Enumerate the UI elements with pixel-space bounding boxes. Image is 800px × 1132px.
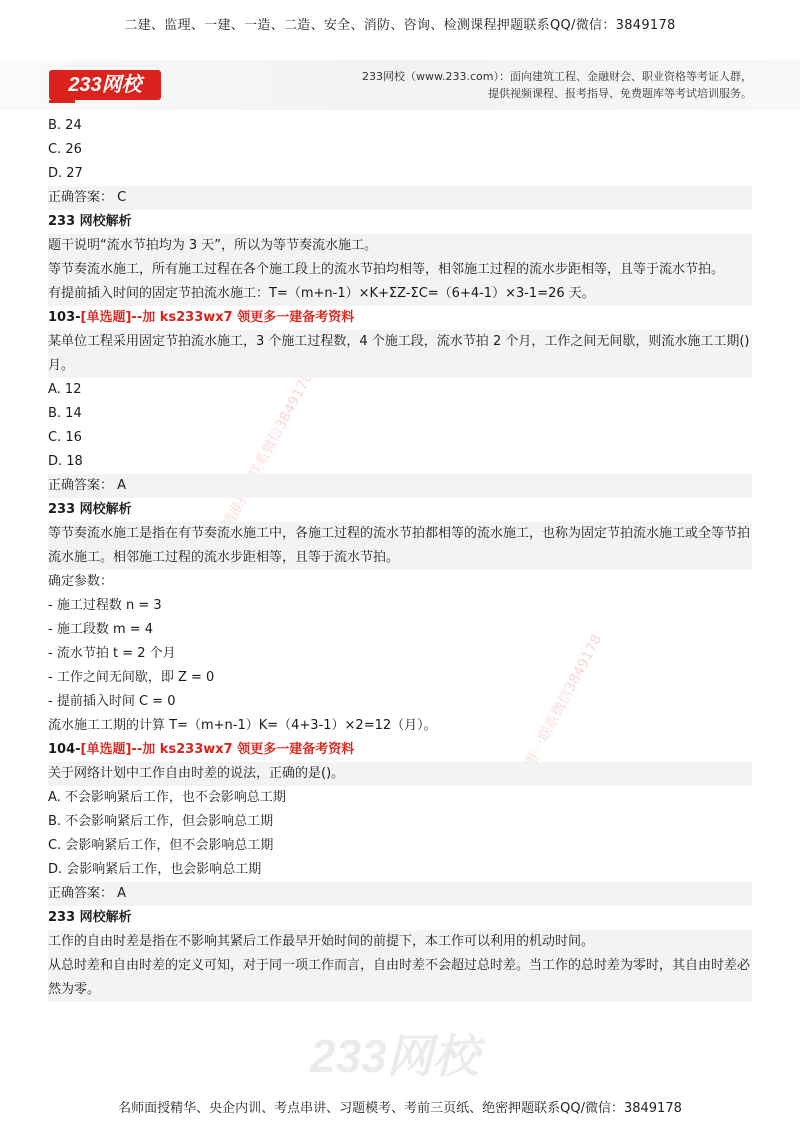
question-number: 104- [48,742,81,757]
analysis-paragraph: - 工作之间无间歇，即 Z = 0 [48,670,215,685]
correct-answer: 正确答案： A [48,882,752,906]
bottom-banner: 名师面授精华、央企内训、考点串讲、习题模考、考前三页纸、绝密押题联系QQ/微信：3849178 [118,1101,682,1116]
option: C. 26 [48,142,82,157]
bottom-watermark-logo: 233网校 [310,1030,479,1082]
analysis-paragraph: 从总时差和自由时差的定义可知，对于同一项工作而言，自由时差不会超过总时差。当工作的总时差为零时，其自由时差必然为零。 [48,954,752,1002]
option: B. 不会影响紧后工作，但会影响总工期 [48,814,274,829]
correct-answer: 正确答案： A [48,474,752,498]
question-stem: 关于网络计划中工作自由时差的说法，正确的是()。 [48,762,752,786]
header-info [272,68,752,102]
option: D. 27 [48,166,83,181]
question-number: 103- [48,310,81,325]
analysis-title: 233 网校解析 [48,910,132,925]
question-stem: 某单位工程采用固定节拍流水施工，3 个施工过程数，4 个施工段，流水节拍 2 个月，工作之间无间歇，则流水施工工期()月。 [48,330,752,378]
top-banner: 二建、监理、一建、一造、二造、安全、消防、咨询、检测课程押题联系QQ/微信：3849178 [124,18,676,33]
analysis-paragraph: 工作的自由时差是指在不影响其紧后工作最早开始时间的前提下，本工作可以利用的机动时间。 [48,930,752,954]
analysis-paragraph: - 施工过程数 n = 3 [48,598,162,613]
analysis-paragraph: 题干说明“流水节拍均为 3 天”，所以为等节奏流水施工。 [48,234,752,258]
watermark-1: 精准押题联系微信3849178 [220,369,317,532]
analysis-paragraph: - 施工段数 m = 4 [48,622,154,637]
brand-logo: 233网校 [49,70,161,100]
analysis-paragraph: 等节奏流水施工是指在有节奏流水施工中，各施工过程的流水节拍都相等的流水施工，也称为固定节拍流水施工或全等节拍流水施工。相邻施工过程的流水步距相等，且等于流水节拍。 [48,522,752,570]
header-info-line1: 233网校（www.233.com）：面向建筑工程、金融财会、职业资格等考证人群， [362,70,752,83]
document-body [48,114,752,1002]
header-info-line2: 提供视频课程、报考指导、免费题库等考试培训服务。 [488,87,752,100]
option: A. 12 [48,382,82,397]
analysis-title: 233 网校解析 [48,502,132,517]
option: C. 16 [48,430,82,445]
option: B. 14 [48,406,82,421]
question-title-103 [48,306,752,330]
question-title-104 [48,738,752,762]
correct-answer: 正确答案： C [48,186,752,210]
option: D. 18 [48,454,83,469]
analysis-paragraph: 有提前插入时间的固定节拍流水施工：T=（m+n-1）×K+ΣZ-ΣC=（6+4-1）×3-1=26 天。 [48,282,752,306]
analysis-title: 233 网校解析 [48,214,132,229]
analysis-paragraph: - 提前插入时间 C = 0 [48,694,176,709]
question-tag: [单选题]--加 ks233wx7 领更多一建备考资料 [80,742,355,757]
option: A. 不会影响紧后工作，也不会影响总工期 [48,790,286,805]
analysis-paragraph: - 流水节拍 t = 2 个月 [48,646,176,661]
page-header [0,60,800,110]
option: D. 会影响紧后工作，也会影响总工期 [48,862,262,877]
option: B. 24 [48,118,82,133]
option: C. 会影响紧后工作，但不会影响总工期 [48,838,274,853]
logo-underline [49,100,75,103]
analysis-paragraph: 确定参数： [48,574,114,589]
question-tag: [单选题]--加 ks233wx7 领更多一建备考资料 [80,310,355,325]
analysis-paragraph: 流水施工工期的计算 T=（m+n-1）K=（4+3-1）×2=12（月）。 [48,718,437,733]
watermark-2: 唯一联系微信3849178 [522,632,606,769]
analysis-paragraph: 等节奏流水施工，所有施工过程在各个施工段上的流水节拍均相等，相邻施工过程的流水步距相等，且等于流水节拍。 [48,258,752,282]
